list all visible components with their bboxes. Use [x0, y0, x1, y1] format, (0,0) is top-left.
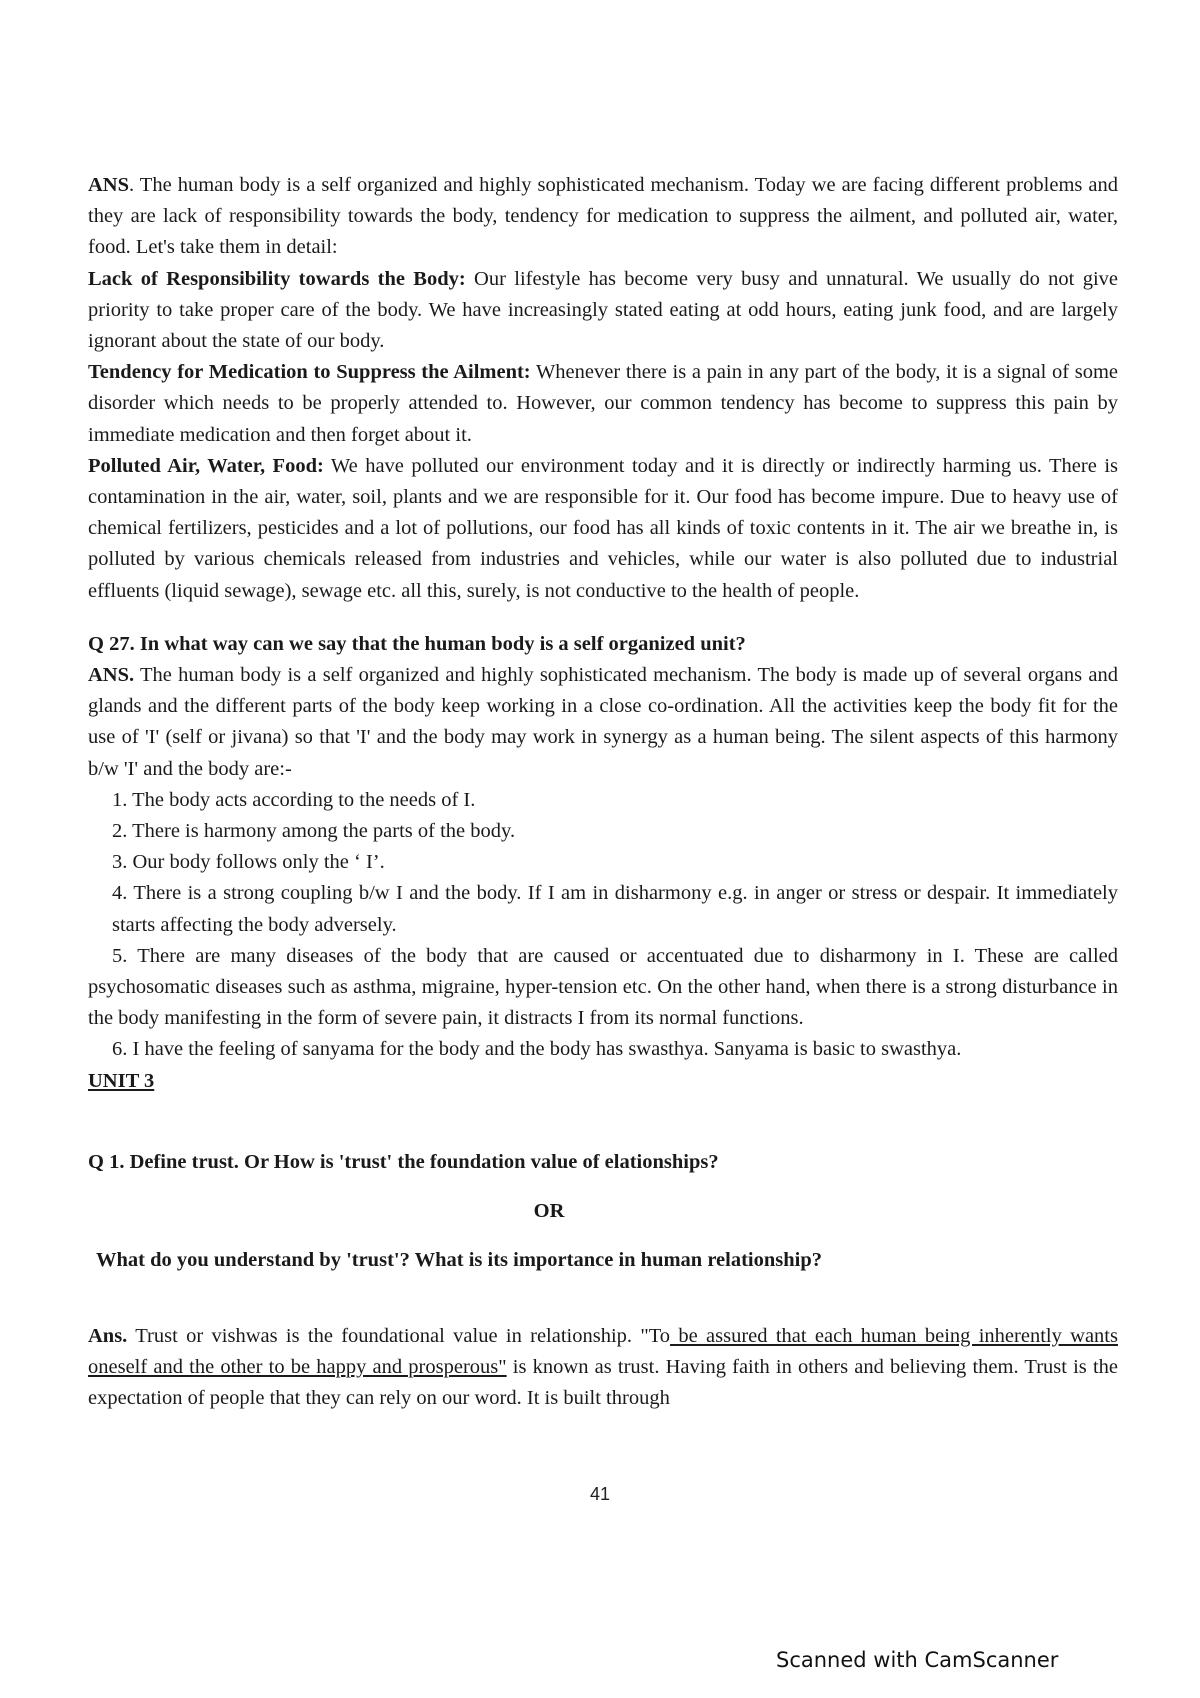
- answer-paragraph: ANS. The human body is a self organized and highly sophisticated mechanism. Today we are facing different problems and they are lack of responsibility towards the body, tendency for medication to suppress the ailment, and polluted air, water, food. Let's take them in detail:: [88, 174, 1118, 259]
- scanner-watermark: Scanned with CamScanner: [776, 1648, 1059, 1672]
- paragraph-heading: Polluted Air, Water, Food:: [88, 454, 324, 477]
- or-divider: OR: [533, 1200, 565, 1223]
- document-body: [88, 170, 1118, 1414]
- medication-paragraph: Tendency for Medication to Suppress the Ailment: Whenever there is a pain in any part of the body, it is a signal of some disorder which needs to be properly attended to. However, our common tendency has become to suppress this pain by immediate medication and then forget about it.: [88, 361, 1118, 446]
- question-27: Q 27. In what way can we say that the human body is a self organized unit?: [88, 632, 746, 655]
- paragraph-heading: Tendency for Medication to Suppress the Ailment:: [88, 361, 531, 384]
- list-item: 6. I have the feeling of sanyama for the body and the body has swasthya. Sanyama is basic to swasthya.: [112, 1038, 962, 1061]
- question-1-alt: What do you understand by 'trust'? What is its importance in human relationship?: [96, 1249, 822, 1272]
- ans-label: Ans.: [88, 1324, 128, 1347]
- list-item: 2. There is harmony among the parts of the body.: [112, 820, 516, 843]
- unit-heading: UNIT 3: [88, 1069, 155, 1092]
- paragraph-heading: Lack of Responsibility towards the Body:: [88, 267, 466, 290]
- question-1: Q 1. Define trust. Or How is 'trust' the foundation value of elationships?: [88, 1150, 719, 1173]
- page-number: 41: [589, 1484, 611, 1504]
- answer-1: Ans. Trust or vishwas is the foundational value in relationship. "To be assured that each human being inherently wants oneself and the other to be happy and prosperous" is known as trust. Having faith in others and believing them. Trust is the expectation of people that they can rely on our word. It is built through: [88, 1324, 1118, 1409]
- underlined-definition: be assured that each human being inherently wants oneself and the other to be happy and prosperous": [88, 1324, 1118, 1378]
- list-item: 1. The body acts according to the needs of I.: [112, 788, 476, 811]
- list-item: 5. There are many diseases of the body that are caused or accentuated due to disharmony in I. These are called psychosomatic diseases such as asthma, migraine, hyper-tension etc. On the other hand, when there is a strong disturbance in the body manifesting in the form of severe pain, it distracts I from its normal functions.: [88, 944, 1118, 1030]
- pollution-paragraph: Polluted Air, Water, Food: We have polluted our environment today and it is directly or indirectly harming us. There is contamination in the air, water, soil, plants and we are responsible for it. Our food has become impure. Due to heavy use of chemical fertilizers, pesticides and a lot of pollutions, our food has all kinds of toxic contents in it. The air we breathe in, is polluted by various chemicals released from industries and vehicles, while our water is also polluted due to industrial effluents (liquid sewage), sewage etc. all this, surely, is not conductive to the health of people.: [88, 454, 1118, 602]
- ans-label: ANS.: [88, 664, 135, 687]
- lack-responsibility-paragraph: Lack of Responsibility towards the Body: Our lifestyle has become very busy and unnatural. We usually do not give priority to take proper care of the body. We have increasingly stated eating at odd hours, eating junk food, and are largely ignorant about the state of our body.: [88, 267, 1119, 353]
- answer-27: ANS. The human body is a self organized and highly sophisticated mechanism. The body is made up of several organs and glands and the different parts of the body keep working in a close co-ordination. All the activities keep the body fit for the use of 'I' (self or jivana) so that 'I' and the body may work in synergy as a human being. The silent aspects of this harmony b/w 'I' and the body are:-: [88, 664, 1118, 780]
- ans-label: ANS: [88, 174, 130, 196]
- list-item: 4. There is a strong coupling b/w I and the body. If I am in disharmony e.g. in anger or stress or despair. It immediately starts affecting the body adversely.: [112, 882, 1118, 936]
- list-item: 3. Our body follows only the ‘ I’.: [112, 851, 385, 874]
